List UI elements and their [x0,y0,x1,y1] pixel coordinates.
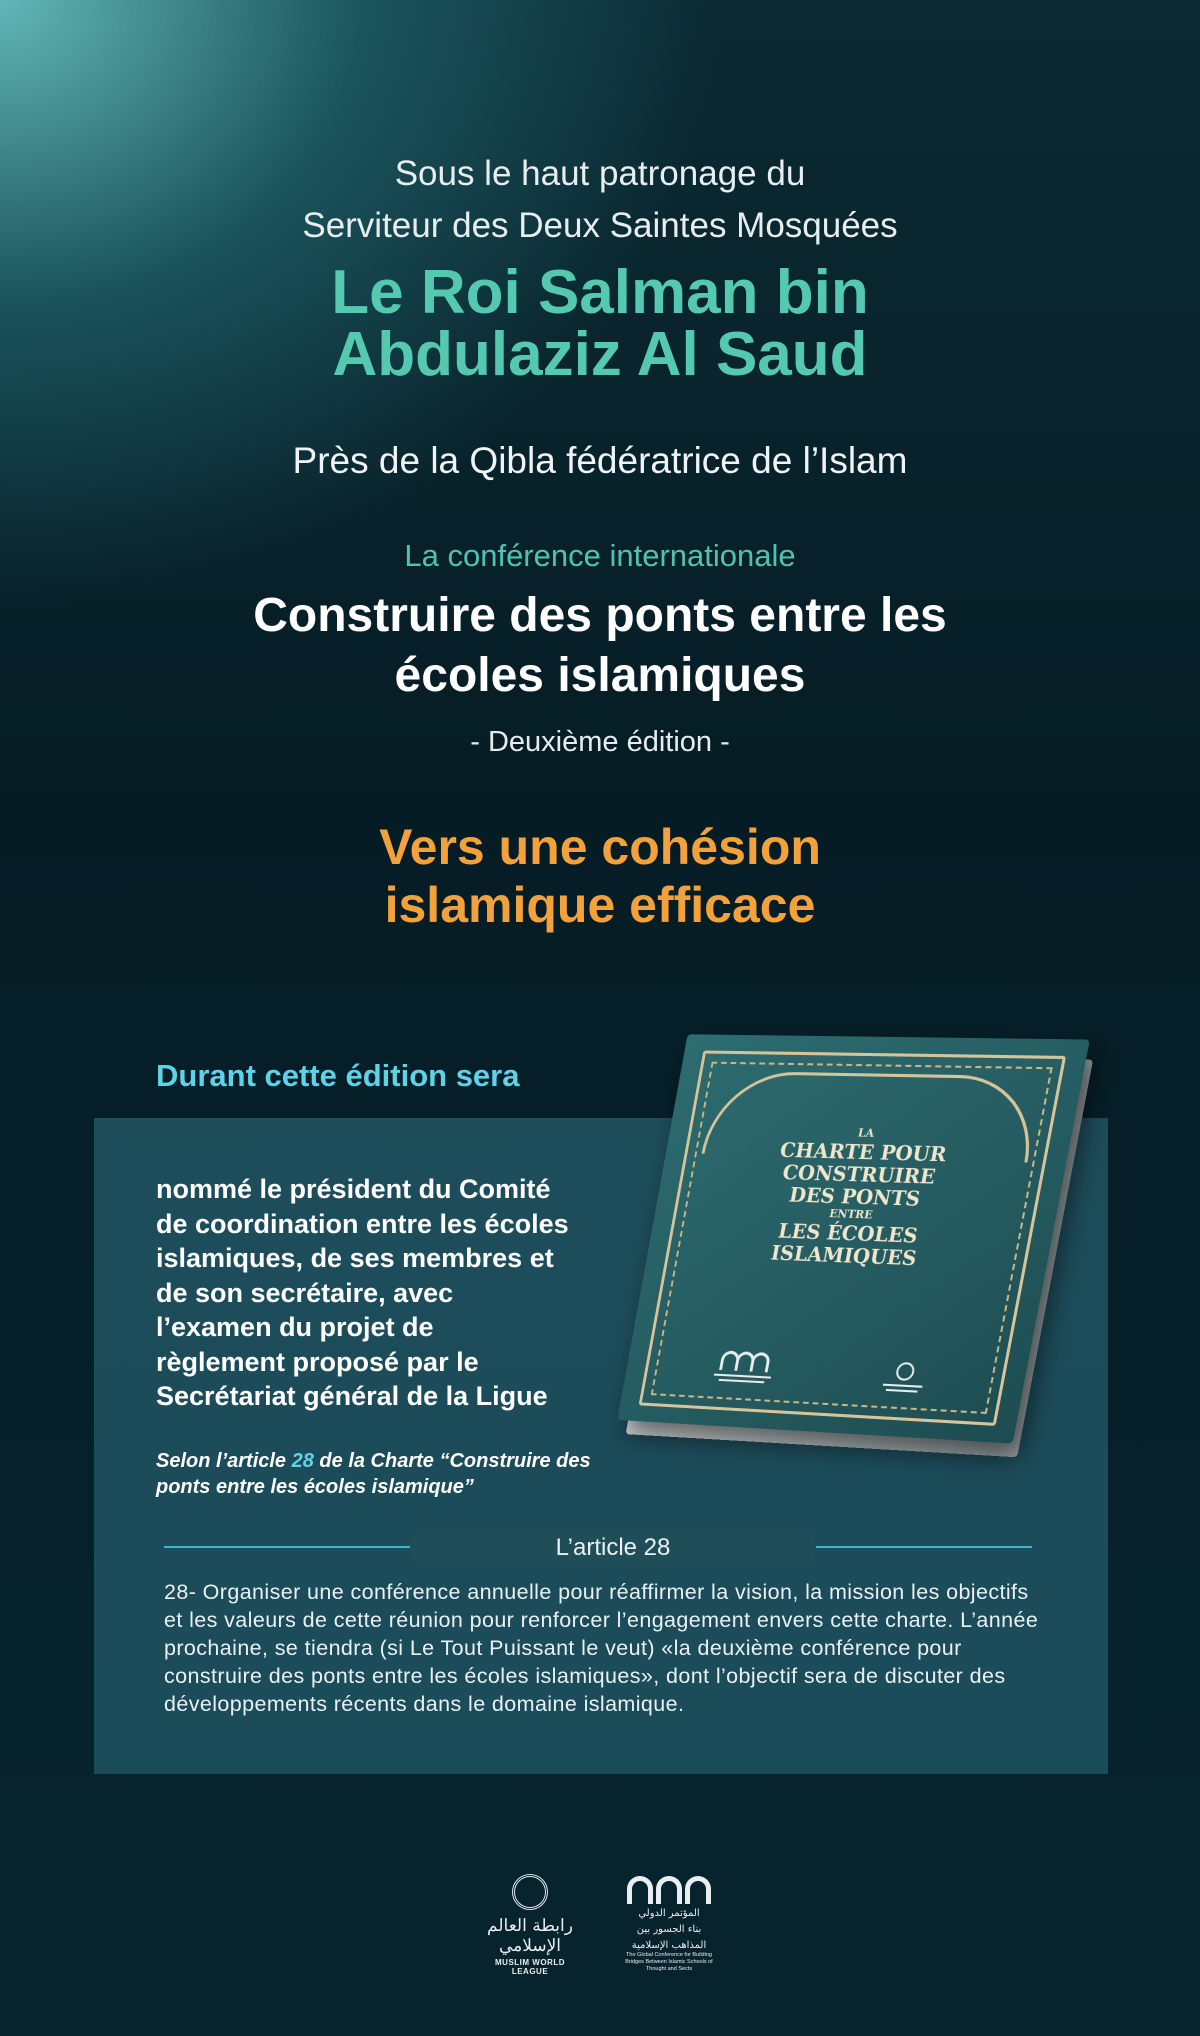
panel-body-line: de son secrétaire, avec [156,1277,454,1308]
slogan [0,818,1200,934]
charter-citation [156,1448,636,1500]
panel-body-line: Secrétariat général de la Ligue [156,1381,548,1411]
panel-body-line: l’examen du projet de [156,1312,434,1342]
book-title-line: CHARTE POUR [778,1137,949,1167]
arch-shape [627,1876,653,1904]
arch-shape [656,1876,682,1904]
bridges-logo-icon [680,1348,801,1392]
article-divider-left [164,1546,410,1548]
book-title-line: CONSTRUIRE [780,1159,938,1189]
charter-book-illustration [630,1030,1110,1500]
book-title-line: DES PONTS [787,1182,923,1211]
mwl-english-name: MUSLIM WORLD LEAGUE [495,1958,565,1976]
conference-title-line-2: écoles islamiques [394,649,806,702]
bridges-arabic-line: المؤتمر الدولي [638,1908,700,1919]
building-bridges-logo [616,1874,722,1973]
panel-heading: Durant cette édition sera [156,1058,520,1093]
bridges-arabic-line: المذاهب الإسلامية [631,1940,707,1951]
conference-title-line-1: Construire des ponts entre les [253,589,947,642]
book-title-line: ISLAMIQUES [769,1240,919,1271]
patronage-text [0,148,1200,252]
panel-body-line: de coordination entre les écoles [156,1208,569,1239]
article-divider-right [816,1546,1032,1548]
book-title [684,1123,1032,1273]
king-name-line-2: Abdulaziz Al Saud [332,320,868,389]
citation-suffix: de la Charte “Construire des ponts entre les écoles islamique” [156,1450,591,1498]
king-name-line-1: Le Roi Salman bin [331,258,869,327]
article-label: L’article 28 [410,1528,816,1568]
panel-body-line: règlement proposé par le [156,1346,479,1377]
slogan-line-2: islamique efficace [384,877,816,933]
arch-shape [685,1876,711,1904]
article-text: 28- Organiser une conférence annuelle pour réaffirmer la vision, la mission les objectifs et les valeurs de cette réunion pour renforcer l’engagement envers cette charte. L’année prochaine, se tiendra (si Le Tout Puissant le veut) «la deuxième conférence pour construire des ponts entre les écoles islamiques», dont l’objectif sera de discuter des développements récents dans le domaine islamique. [164,1580,1039,1716]
bridges-english-name: The Global Conference for Building Bridges Between Islamic Schools of Thought and Sects [625,1952,713,1972]
book-title-line: LES ÉCOLES [776,1218,920,1248]
book-title-line: ENTRE [828,1206,874,1222]
patronage-line-2: Serviteur des Deux Saintes Mosquées [302,206,898,245]
muslim-world-league-logo-icon [842,1356,967,1401]
panel-body-line: islamiques, de ses membres et [156,1243,554,1273]
slogan-line-1: Vers une cohésion [379,819,821,875]
citation-article-number: 28 [291,1450,314,1472]
conference-label: La conférence internationale [404,538,796,573]
panel-body [156,1172,616,1414]
citation-prefix: Selon l’article [156,1450,292,1472]
bridges-arabic-line: بناء الجسور بين [636,1924,702,1935]
edition-label: - Deuxième édition - [470,726,730,758]
muslim-world-league-logo [480,1874,580,1976]
globe-emblem-icon [512,1874,548,1910]
conference-title [0,586,1200,706]
book-title-line: LA [856,1126,876,1140]
arches-icon [623,1874,715,1904]
panel-body-line: nommé le président du Comité [156,1174,551,1204]
mwl-arabic-name: رابطة العالم الإسلامي [487,1916,573,1956]
patronage-line-1: Sous le haut patronage du [394,154,806,193]
king-name [0,258,1200,389]
qibla-line: Près de la Qibla fédératrice de l’Islam [292,440,908,481]
book-cover [617,1034,1090,1443]
